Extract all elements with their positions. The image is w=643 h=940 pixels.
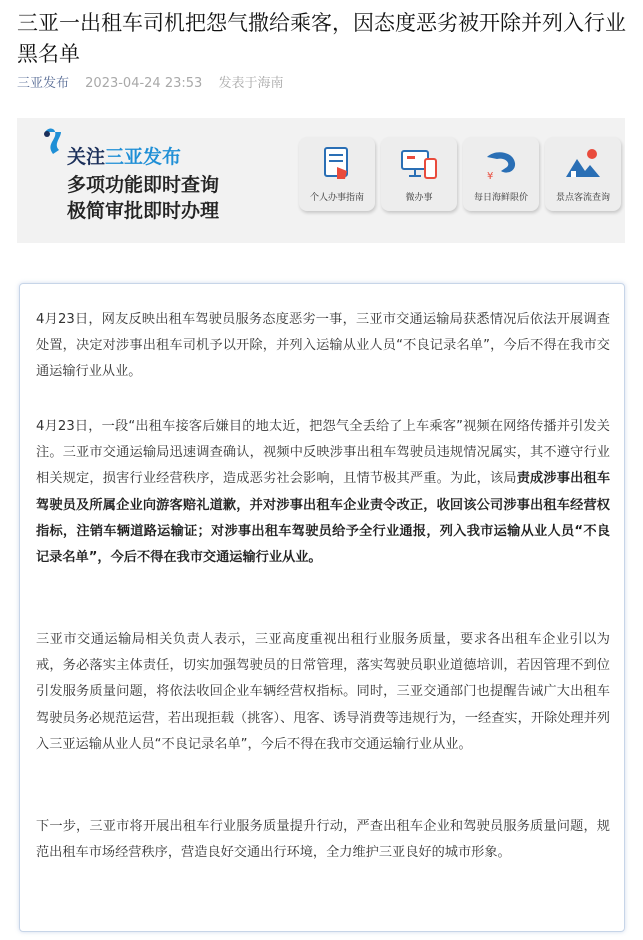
publish-datetime: 2023-04-24 23:53 <box>85 76 203 91</box>
paragraph-4: 下一步，三亚市将开展出租车行业服务质量提升行动，严查出租车企业和驾驶员服务质量问题，规范出租车市场经营秩序，营造良好交通出行环境，全力维护三亚良好的城市形象。 <box>36 819 610 861</box>
svg-text:¥: ¥ <box>487 171 494 182</box>
source-link[interactable]: 三亚发布 <box>17 76 70 91</box>
tile-label: 景点客流查询 <box>555 193 610 203</box>
article-title: 三亚一出租车司机把怨气撒给乘客，因态度恶劣被开除并列入行业黑名单 <box>17 11 626 66</box>
tile-label: 微办事 <box>405 193 433 203</box>
shrimp-icon <box>481 145 521 183</box>
desktop-phone-icon <box>399 145 439 183</box>
document-hand-icon <box>317 145 357 183</box>
article-body <box>19 283 625 932</box>
banner-line2: 多项功能即时查询 <box>67 174 220 196</box>
paragraph-2-bold: 责成涉事出租车驾驶员及所属企业向游客赔礼道歉，并对涉事出租车企业责令改正，收回该公司涉事出租车经营权指标，注销车辆道路运输证；对涉事出租车驾驶员给予全行业通报，列入我市运输从业人员“不良记录名单”，今后不得在我市交通运输行业从业。 <box>36 471 611 566</box>
article-meta <box>17 72 295 91</box>
tile-label: 个人办事指南 <box>309 193 364 203</box>
follow-banner[interactable] <box>17 118 625 243</box>
tile-scenic-flow[interactable] <box>545 137 621 211</box>
paragraph-1: 4月23日，网友反映出租车驾驶员服务态度恶劣一事，三亚市交通运输局获悉情况后依法开展调查处置，决定对涉事出租车司机予以开除，并列入运输从业人员“不良记录名单”，今后不得在我市交通运输行业从业。 <box>36 312 610 380</box>
scenery-icon <box>563 145 603 183</box>
publish-location: 发表于海南 <box>218 76 284 91</box>
banner-line1: 关注三亚发布 <box>67 146 182 168</box>
tile-personal-guide[interactable] <box>299 137 375 211</box>
tile-seafood-price[interactable] <box>463 137 539 211</box>
tile-micro-service[interactable] <box>381 137 457 211</box>
banner-line3: 极简审批即时办理 <box>67 200 220 222</box>
tile-label: 每日海鲜限价 <box>473 193 528 203</box>
paragraph-3: 三亚市交通运输局相关负责人表示，三亚高度重视出租行业服务质量，要求各出租车企业引以为戒，务必落实主体责任，切实加强驾驶员的日常管理，落实驾驶员职业道德培训，若因管理不到位引发服务质量问题，将依法收回企业车辆经营权指标。同时，三亚交通部门也提醒告诫广大出租车驾驶员务必规范运营，若出现拒载（挑客）、甩客、诱导消费等违规行为，一经查实，开除处理并列入三亚运输从业人员“不良记录名单”，今后不得在我市交通运输行业从业。 <box>36 632 610 752</box>
paragraph-2: 4月23日，一段“出租车接客后嫌目的地太近，把怨气全丢给了上车乘客”视频在网络传播并引发关注。三亚市交通运输局迅速调查确认，视频中反映涉事出租车驾驶员违规情况属实，其不遵守行业相关规定，损害行业经营秩序，造成恶劣社会影响，且情节极其严重。为此，该局责成涉事出租车驾驶员及所属企业向游客赔礼道歉，并对涉事出租车企业责令改正，收回该公司涉事出租车经营权指标，注销车辆道路运输证；对涉事出租车驾驶员给予全行业通报，列入我市运输从业人员“不良记录名单”，今后不得在我市交通运输行业从业。 <box>36 419 611 566</box>
